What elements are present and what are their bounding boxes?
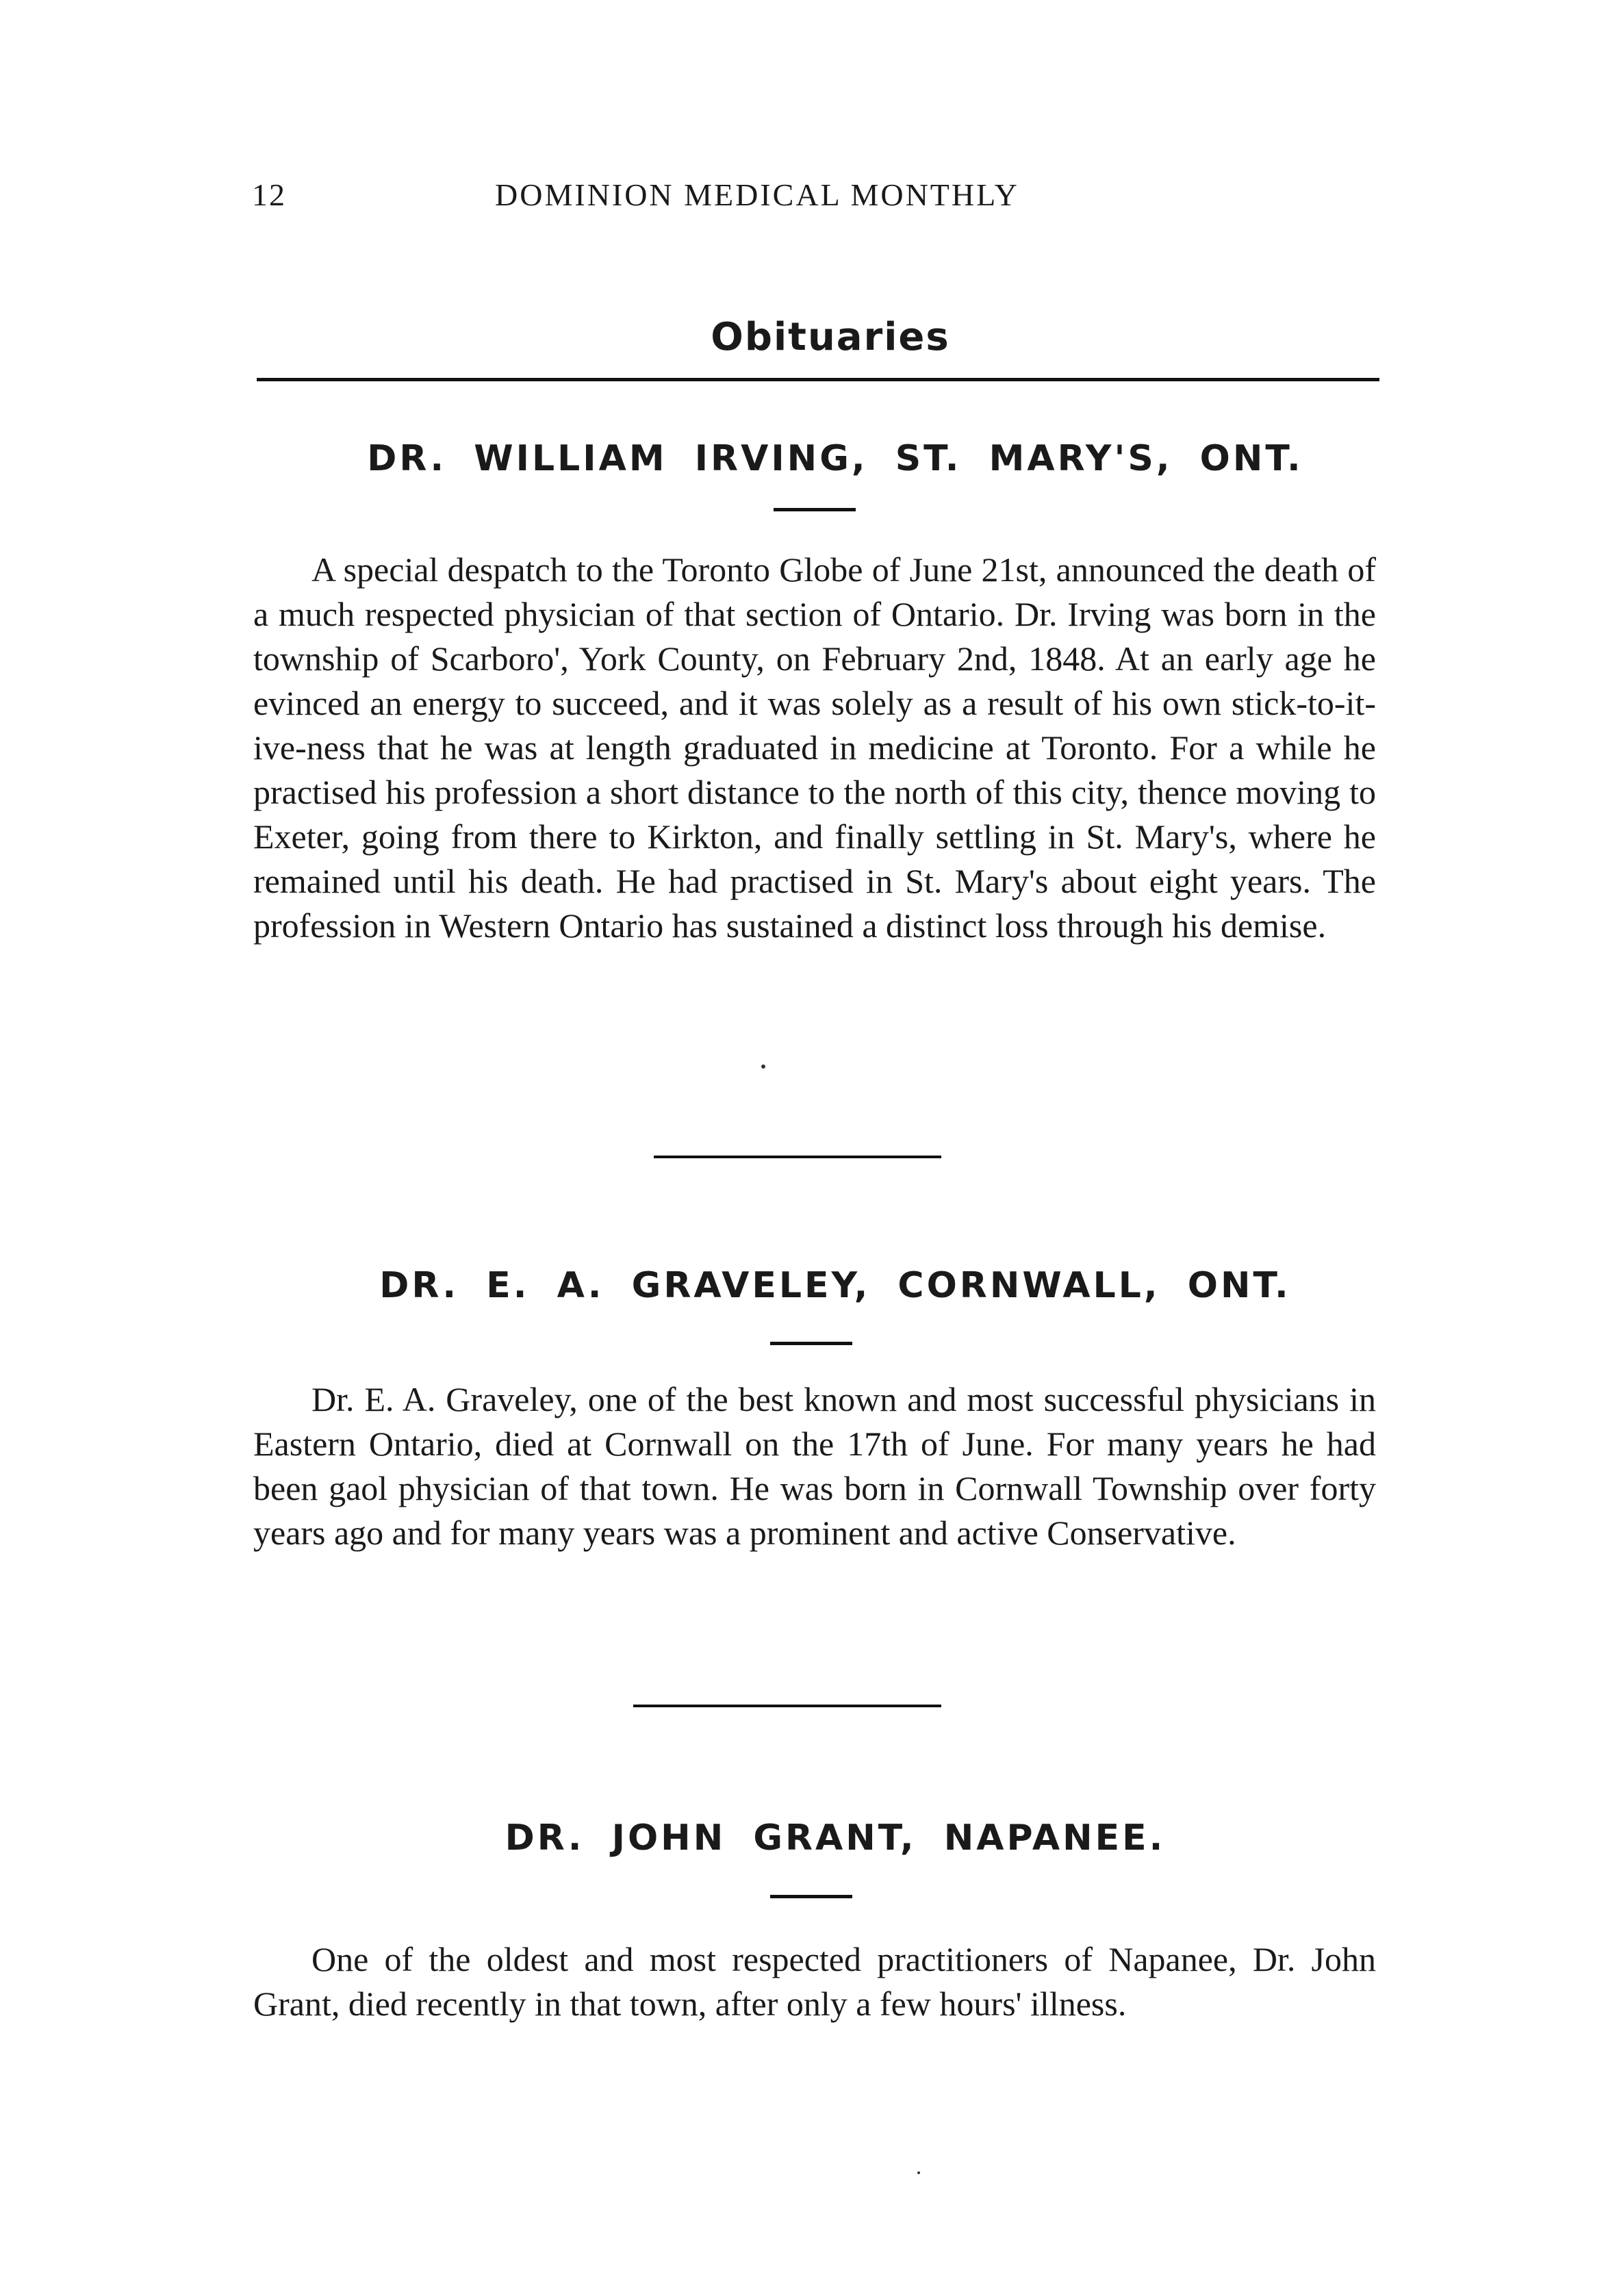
obituary-body-irving: A special despatch to the Toronto Globe of June 21st, announced the death of a much respected physician of that section of Ontario. Dr. Irving was born in the township of Scarboro', York County, on February 2nd, 1848. At an early age he evinced an energy to succeed, and it was solely as a result of his own stick-to-it-ive-ness that he was at length graduated in medicine at Toronto. For a while he practised his profession a short distance to the north of this city, thence moving to Exeter, going from there to Kirkton, and finally settling in St. Mary's, where he remained until his death. He had practised in St. Mary's about eight years. The profession in Western Ontario has sustained a distinct loss through his demise. bbox=[253, 550, 1376, 945]
separator-rule-1 bbox=[654, 1156, 941, 1158]
separator-rule-2 bbox=[633, 1705, 941, 1707]
heading-rule-grant bbox=[770, 1895, 852, 1898]
obituary-heading-grant: DR. JOHN GRANT, NAPANEE. bbox=[505, 1817, 1166, 1859]
section-title: Obituaries bbox=[711, 315, 950, 359]
obituary-heading-graveley: DR. E. A. GRAVELEY, CORNWALL, ONT. bbox=[379, 1265, 1291, 1306]
ink-speck bbox=[761, 1064, 765, 1069]
heading-rule-irving bbox=[774, 508, 856, 511]
ink-speck bbox=[917, 2171, 920, 2174]
page-number: 12 bbox=[252, 177, 286, 212]
journal-title: DOMINION MEDICAL MONTHLY bbox=[495, 177, 1019, 212]
obituary-body-graveley: Dr. E. A. Graveley, one of the best known and most successful physicians in Eastern Ontario, died at Cornwall on the 17th of June. For many years he had been gaol physician of that town. He was born in Cornwall Township over forty years ago and for many years was a prominent and active Conservative. bbox=[253, 1380, 1376, 1552]
obituary-body-grant: One of the oldest and most respected practitioners of Napanee, Dr. John Grant, died recently in that town, after only a few hours' illness. bbox=[253, 1940, 1376, 2023]
running-head bbox=[252, 177, 1375, 225]
obituary-heading-irving: DR. WILLIAM IRVING, ST. MARY'S, ONT. bbox=[367, 438, 1303, 479]
section-rule bbox=[257, 378, 1379, 381]
heading-rule-graveley bbox=[770, 1342, 852, 1345]
